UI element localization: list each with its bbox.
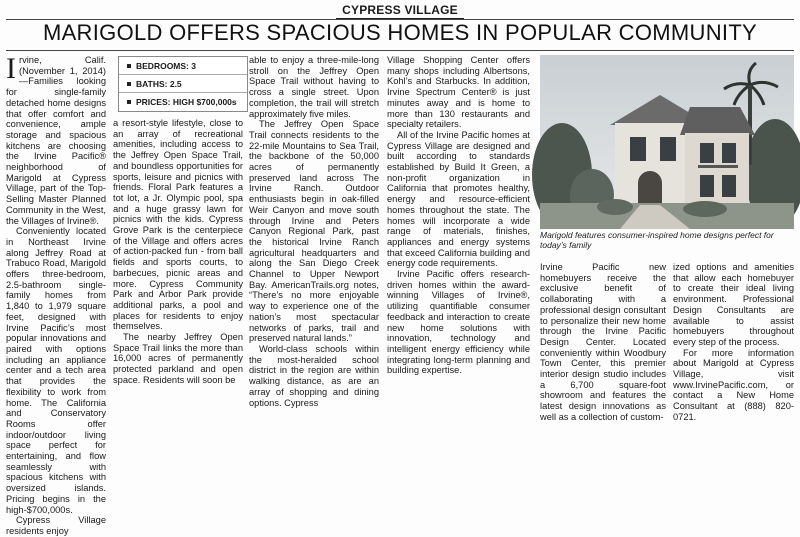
fact-baths: BATHS: 2.5 <box>119 75 247 93</box>
photo-caption: Marigold features consumer-inspired home designs perfect for today’s family <box>540 230 774 250</box>
drop-cap: I <box>6 52 16 85</box>
article-paragraph: able to enjoy a three-mile-long stroll on the Jeffrey Open Space Trail without having to cross a single street. Upon completion, the trail will stretch approximately five miles. <box>249 55 379 119</box>
article-paragraph: For more information about Marigold at Cypress Village, visit www.IrvinePacific.com, or contact a New Home Consultant at (888) 820-0721. <box>673 347 794 422</box>
article-paragraph: Village Shopping Center offers many shops including Albertsons, Kohl’s and Starbucks. In addition, Irvine Spectrum Center® is just minutes away and is home to more than 130 restaurants and specialty retailers. <box>387 55 530 130</box>
fact-bedrooms: BEDROOMS: 3 <box>119 57 247 75</box>
bullet-square-icon <box>127 82 131 86</box>
bullet-square-icon <box>127 100 131 104</box>
home-facts-box <box>118 56 248 112</box>
section-label: CYPRESS VILLAGE <box>0 3 800 19</box>
house-photo <box>540 55 794 229</box>
bullet-square-icon <box>127 64 131 68</box>
article-paragraph: Conveniently located in Northeast Irvine along Jeffrey Road at Trabuco Road, Marigold offers three-bedroom, 2.5-bathroom single-family homes from 1,840 to 1,979 square feet, designed with Irvine Pacific’s most popular innovations and paired with options including an appliance center and a tech area that provides the flexibility to work from home. The California and Conservatory Rooms offer indoor/outdoor living space perfect for entertaining, and flow seamlessly with spacious kitchens with oversized islands. Pricing begins in the high-$700,000s. <box>6 226 106 515</box>
article-paragraph: The Jeffrey Open Space Trail connects residents to the 22-mile Mountains to Sea Trail, the backbone of the 50,000 acres of permanently preserved land across The Irvine Ranch. Outdoor enthusiasts begin in oak-filled Weir Canyon and move south through Irvine and Peters Canyon Regional Park, past the historical Irvine Ranch agricultural headquarters and along the San Diego Creek Channel to Upper Newport Bay. AmericanTrails.org notes, “There’s no more enjoyable way to experience one of the nation’s most spectacular networks of parks, trail and preserved natural lands.” <box>249 119 379 344</box>
headline: MARIGOLD OFFERS SPACIOUS HOMES IN POPULAR COMMUNITY <box>42 20 758 45</box>
article-column-6 <box>673 262 794 422</box>
article-column-1 <box>6 52 106 536</box>
article-paragraph: World-class schools within the most-heralded school district in the region are within walking distance, as are an array of shopping and dining options. Cypress <box>249 343 379 408</box>
fact-prices: PRICES: HIGH $700,000s <box>119 93 247 110</box>
house-illustration <box>540 55 794 229</box>
article-column-2 <box>113 118 243 402</box>
headline-divider <box>6 50 794 51</box>
article-paragraph: Cypress Village residents enjoy <box>6 515 106 536</box>
article-column-5 <box>540 262 666 422</box>
article-paragraph: a resort-style lifestyle, close to an array of recreational amenities, including access to the Jeffrey Open Space Trail, and boundless opportunities for sports, leisure and picnics with friends. Floral Park features a tot lot, a Jr. Olympic pool, spa and a huge grassy lawn for picnics with the kids. Cypress Grove Park is the centerpiece of the Village and offers acres of action-packed fun - from ball fields and sports courts, to barbecues, picnic areas and more. Cypress Community Park and Arbor Park provide additional parks, a pool and places for residents to enjoy themselves. <box>113 118 243 332</box>
article-column-3 <box>249 55 379 408</box>
article-paragraph: Irvine Pacific new homebuyers receive the exclusive benefit of collaborating with a professional design consultant to personalize their new home through the Irvine Pacific Design Center. Located conveniently within Woodbury Town Center, this premier interior design studio includes a 6,700 square-foot showroom and features the latest design innovations as well as a collection of custom- <box>540 262 666 422</box>
article-paragraph: ized options and amenities that allow each homebuyer to create their ideal living environment. Professional Design Consultants are available to assist homebuyers throughout every step of the process. <box>673 262 794 347</box>
article-paragraph: Irvine, Calif. (November 1, 2014)—Families looking for single-family detached home designs that offer comfort and convenience, ample storage and spacious kitchens are choosing the Irvine Pacific® neighborhood of Marigold at Cypress Village, part of the Top-Selling Master Planned Community in the West, the Villages of Irvine®. <box>6 52 106 226</box>
article-column-4 <box>387 55 530 402</box>
article-paragraph: All of the Irvine Pacific homes at Cypress Village are designed and built according to standards established by Build It Green, a non-profit organization in California that promotes healthy, energy and resource-efficient homes throughout the state. The homes will incorporate a wide range of materials, finishes, appliances and energy systems that exceed California building and energy code requirements. <box>387 129 530 269</box>
article-paragraph: The nearby Jeffrey Open Space Trail links the more than 16,000 acres of permanently protected parkland and open space. Residents will soon be <box>113 332 243 385</box>
article-paragraph: Irvine Pacific offers research-driven homes within the award-winning Villages of Irvine®, utilizing quantifiable consumer feedback and interaction to create new home solutions with innovation, technology and intelligent energy efficiency while integrating long-term planning and building expertise. <box>387 269 530 376</box>
